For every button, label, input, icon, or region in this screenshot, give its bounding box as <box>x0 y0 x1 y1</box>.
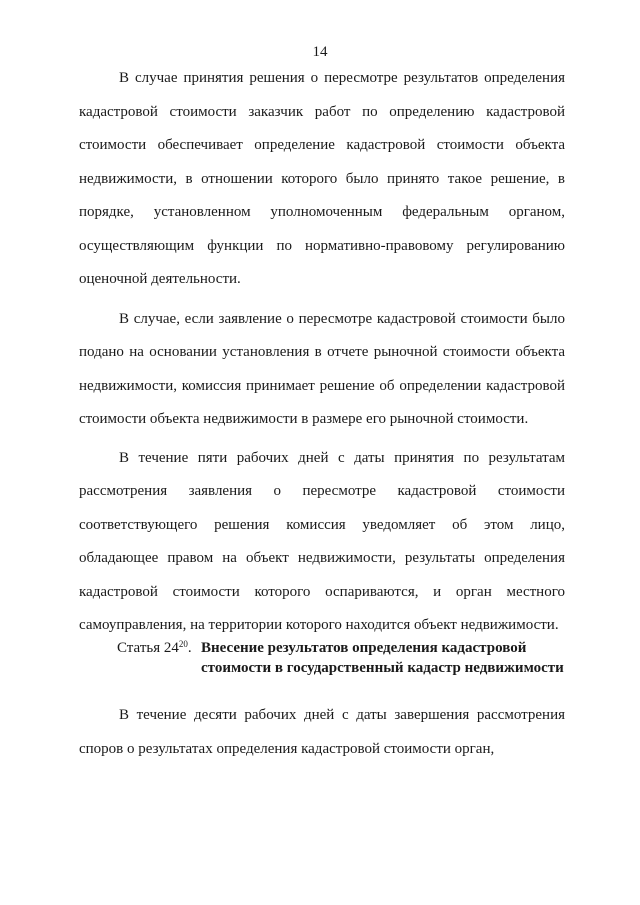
article-heading <box>117 638 577 678</box>
page-number: 14 <box>312 44 328 60</box>
body-text <box>79 62 565 643</box>
article-label-dot: . <box>187 640 192 656</box>
article-title: Внесение результатов определения кадастровой стоимости в государственный кадастр недвижимости <box>201 640 564 676</box>
article-body <box>79 699 565 766</box>
article-paragraph-1: В течение десяти рабочих дней с даты завершения рассмотрения споров о результатах определения кадастровой стоимости орган, <box>79 707 565 757</box>
article-label <box>117 638 192 658</box>
article-number-sup: 20 <box>178 639 188 649</box>
paragraph-3: В течение пяти рабочих дней с даты принятия по результатам рассмотрения заявления о пересмотре кадастровой стоимости соответствующего решения комиссия уведомляет об этом лицо, обладающее правом на объект недвижимости, результаты определения кадастровой стоимости которого оспариваются, и орган местного самоуправления, на территории которого находится объект недвижимости. <box>79 449 565 633</box>
paragraph-2: В случае, если заявление о пересмотре кадастровой стоимости было подано на основании установления в отчете рыночной стоимости объекта недвижимости, комиссия принимает решение об определении кадастровой стоимости объекта недвижимости в размере его рыночной стоимости. <box>79 310 565 427</box>
paragraph-1: В случае принятия решения о пересмотре результатов определения кадастровой стоимости заказчик работ по определению кадастровой стоимости обеспечивает определение кадастровой стоимости объекта недвижимости, в отношении которого было принято такое решение, в порядке, установленном уполномоченным федеральным органом, осуществляющим функции по нормативно-правовому регулированию оценочной деятельности. <box>79 70 565 287</box>
article-number: Статья 24 <box>117 640 179 656</box>
